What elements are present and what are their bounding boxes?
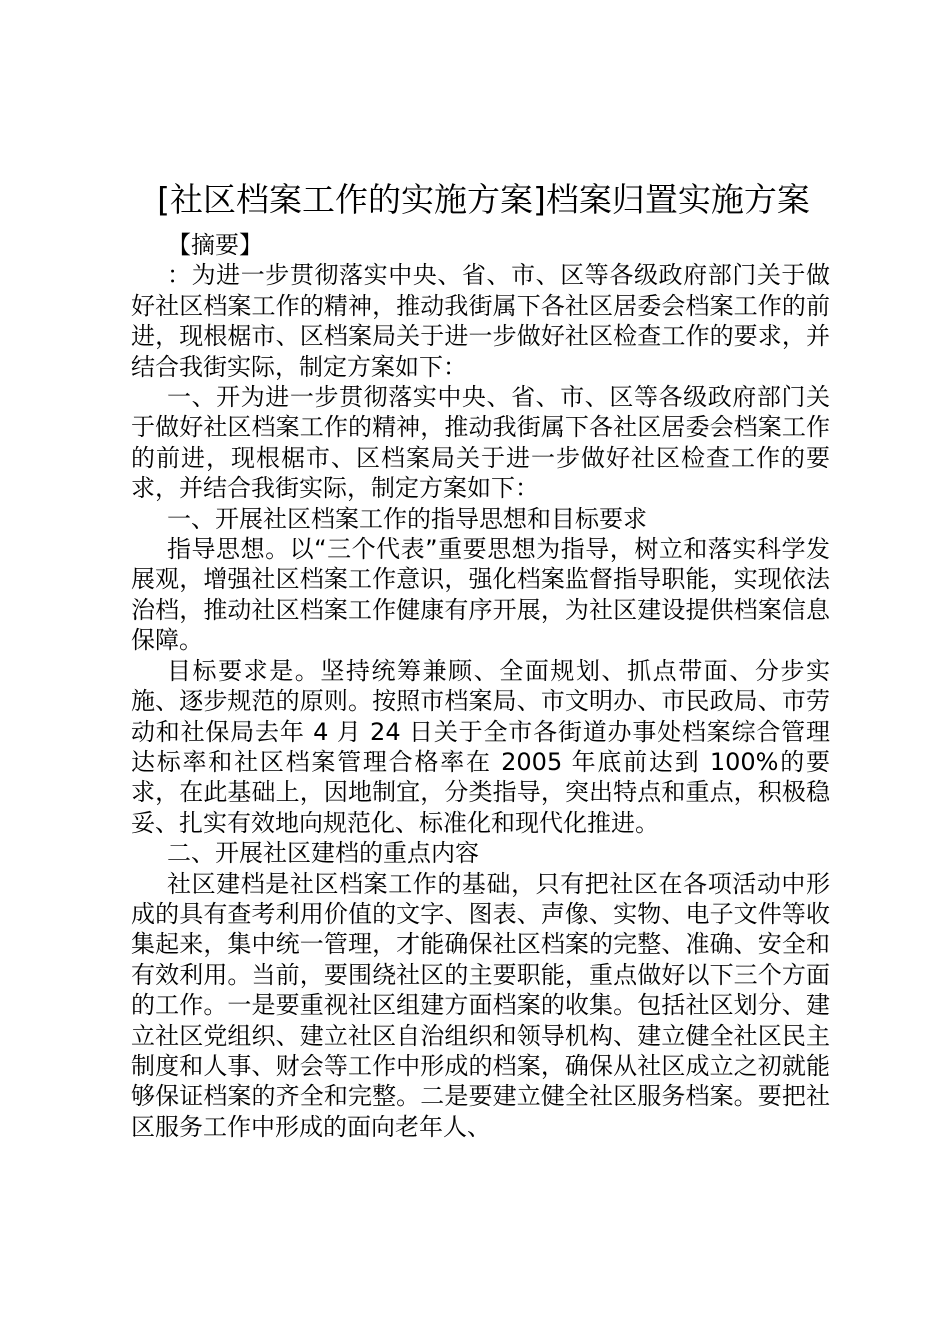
document-title: [社区档案工作的实施方案]档案归置实施方案 xyxy=(157,180,810,219)
paragraph-guiding-thought: 指导思想。以“三个代表”重要思想为指导，树立和落实科学发展观，增强社区档案工作意识，强化档案监督指导职能，实现依法治档，推动社区档案工作健康有序开展，为社区建设提供档案信息保障。 xyxy=(131,535,830,655)
summary-label: 【摘要】 xyxy=(167,231,263,259)
paragraph-archive-content: 社区建档是社区档案工作的基础，只有把社区在各项活动中形成的具有查考利用价值的文字、图表、声像、实物、电子文件等收集起来，集中统一管理，才能确保社区档案的完整、准确、安全和有效利用。当前，要围绕社区的主要职能，重点做好以下三个方面的工作。一是要重视社区组建方面档案的收集。包括社区划分、建立社区党组织、建立社区自治组织和领导机构、建立健全社区民主制度和人事、财会等工作中形成的档案，确保从社区成立之初就能够保证档案的齐全和完整。二是要建立健全社区服务档案。要把社区服务工作中形成的面向老年人、 xyxy=(131,869,830,1141)
paragraph-1: 一、开为进一步贯彻落实中央、省、市、区等各级政府部门关于做好社区档案工作的精神，推动我街属下各社区居委会档案工作的前进，现根椐市、区档案局关于进一步做好社区检查工作的要求，并结合我街实际，制定方案如下： xyxy=(131,383,830,503)
section-heading-1: 一、开展社区档案工作的指导思想和目标要求 xyxy=(167,504,647,533)
paragraph-target-requirements: 目标要求是。坚持统筹兼顾、全面规划、抓点带面、分步实施、逐步规范的原则。按照市档案局、市文明办、市民政局、市劳动和社保局去年 4 月 24 日关于全市各街道办事处档案综合管理达标率和社区档案管理合格率在 2005 年底前达到 100%的要求，在此基础上，因地制宜，分类指导，突出特点和重点，积极稳妥、扎实有效地向规范化、标准化和现代化推进。 xyxy=(131,656,830,837)
section-heading-2: 二、开展社区建档的重点内容 xyxy=(167,839,479,868)
paragraph-intro: ：为进一步贯彻落实中央、省、市、区等各级政府部门关于做好社区档案工作的精神，推动我街属下各社区居委会档案工作的前进，现根椐市、区档案局关于进一步做好社区检查工作的要求，并结合我街实际，制定方案如下： xyxy=(131,261,830,381)
